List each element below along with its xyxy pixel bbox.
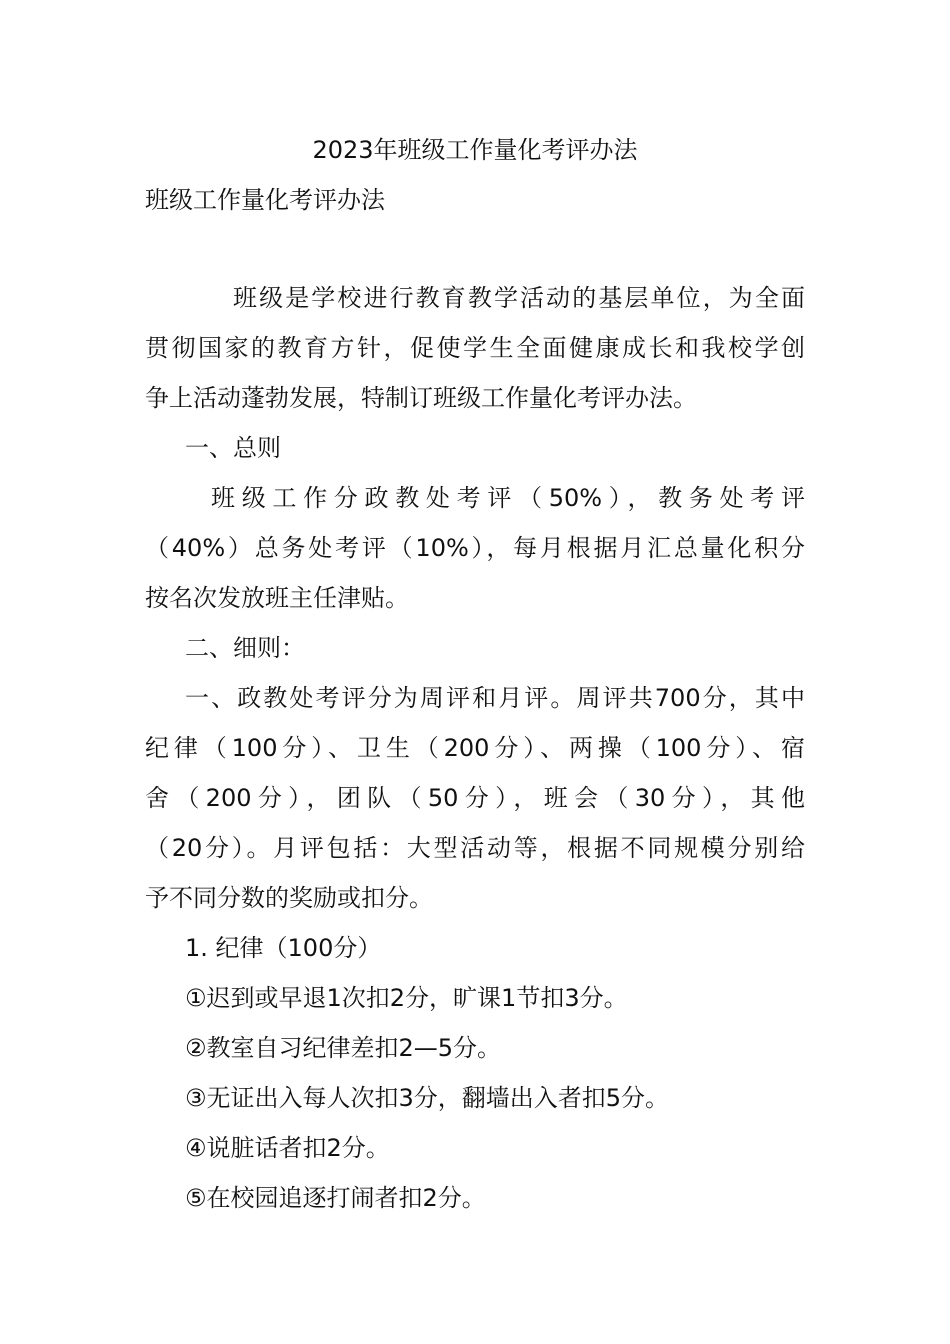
discipline-heading: 1. 纪律（100分） [185, 934, 382, 962]
details-line: 予不同分数的奖励或扣分。 [145, 884, 433, 912]
general-line: （40%）总务处考评（10%），每月根据月汇总量化积分 [145, 534, 805, 562]
section-heading-details: 二、细则： [185, 634, 305, 662]
discipline-item: ②教室自习纪律差扣2—5分。 [185, 1034, 502, 1062]
discipline-item: ④说脏话者扣2分。 [185, 1134, 390, 1162]
details-line: 纪律（100分）、卫生（200分）、两操（100分）、宿 [145, 734, 805, 762]
intro-line: 争上活动蓬勃发展，特制订班级工作量化考评办法。 [145, 384, 697, 412]
details-line: 舍（200分），团队（50分），班会（30分），其他 [145, 784, 805, 812]
general-line: 班级工作分政教处考评（50%），教务处考评 [211, 484, 805, 512]
discipline-item: ③无证出入每人次扣3分，翻墙出入者扣5分。 [185, 1084, 670, 1112]
details-line: （20分）。月评包括：大型活动等，根据不同规模分别给 [145, 834, 805, 862]
intro-line: 班级是学校进行教育教学活动的基层单位，为全面 [233, 284, 805, 312]
details-line: 一、政教处考评分为周评和月评。周评共700分，其中 [185, 684, 805, 712]
document-subtitle: 班级工作量化考评办法 [145, 186, 385, 214]
section-heading-general: 一、总则 [185, 434, 281, 462]
general-line: 按名次发放班主任津贴。 [145, 584, 409, 612]
discipline-item: ⑤在校园追逐打闹者扣2分。 [185, 1184, 486, 1212]
intro-line: 贯彻国家的教育方针，促使学生全面健康成长和我校学创 [145, 334, 805, 362]
document-title: 2023年班级工作量化考评办法 [312, 136, 638, 164]
discipline-item: ①迟到或早退1次扣2分，旷课1节扣3分。 [185, 984, 628, 1012]
